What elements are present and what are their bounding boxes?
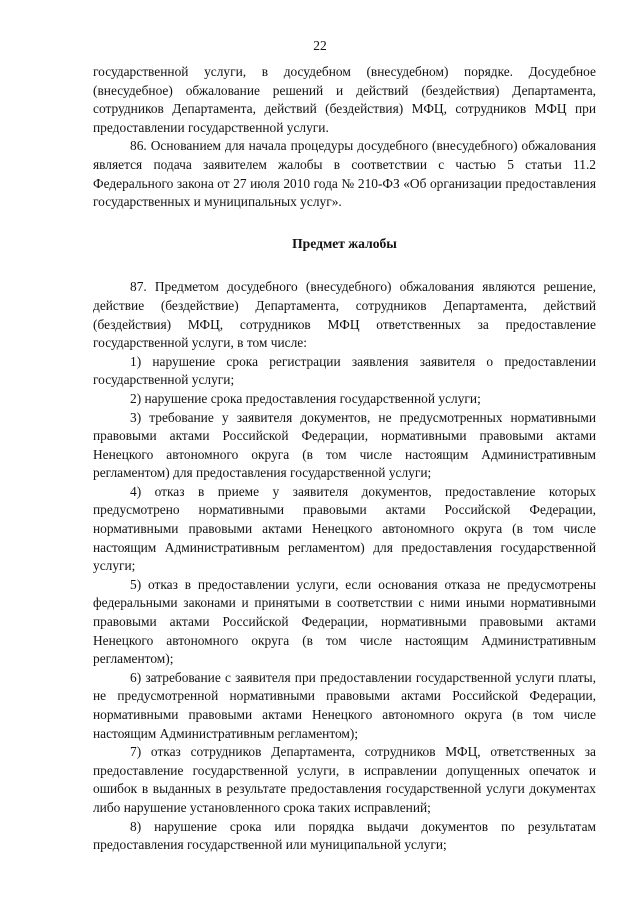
list-item-4: 4) отказ в приеме у заявителя документов, предоставление которых предусмотрено нормативными правовыми актами Российской Федерации, нормативными правовыми актами Ненецкого автономного округа (в том числе настоящим Административным регламентом) для предоставления государственной услуги; bbox=[93, 483, 596, 574]
paragraph-87: 87. Предметом досудебного (внесудебного) обжалования являются решение, действие (бездействие) Департамента, сотрудников Департамента, действий (бездействия) МФЦ, сотрудников МФЦ ответственных за предоставление государственной услуги, в том числе: bbox=[93, 279, 596, 351]
document-body bbox=[93, 63, 596, 855]
page-number: 22 bbox=[313, 38, 327, 53]
list-item-1: 1) нарушение срока регистрации заявления заявителя о предоставлении государственной услуги; bbox=[93, 353, 596, 388]
section-heading: Предмет жалобы bbox=[292, 235, 397, 251]
list-item-6: 6) затребование с заявителя при предоставлении государственной услуги платы, не предусмотренной нормативными правовыми актами Российской Федерации, нормативными правовыми актами Ненецкого автономного округа (в том числе настоящим Административным регламентом); bbox=[93, 669, 596, 741]
paragraph-continuation: государственной услуги, в досудебном (внесудебном) порядке. Досудебное (внесудебное) обжалование решений и действий (бездействия) Департамента, сотрудников Департамента, действий (бездействия) МФЦ, сотрудников МФЦ при предоставлении государственной услуги. bbox=[93, 64, 596, 135]
list-item-8: 8) нарушение срока или порядка выдачи документов по результатам предоставления государственной или муниципальной услуги; bbox=[93, 818, 596, 853]
list-item-3: 3) требование у заявителя документов, не предусмотренных нормативными правовыми актами Российской Федерации, нормативными правовыми актами Ненецкого автономного округа (в том числе настоящим Административным регламентом) для предоставления государственной услуги; bbox=[93, 409, 596, 481]
list-item-7: 7) отказ сотрудников Департамента, сотрудников МФЦ, ответственных за предоставление государственной услуги, в исправлении допущенных опечаток и ошибок в выданных в результате предоставления государственной услуги документах либо нарушение установленного срока таких исправлений; bbox=[93, 744, 596, 815]
paragraph-86: 86. Основанием для начала процедуры досудебного (внесудебного) обжалования является подача заявителем жалобы в соответствии с частью 5 статьи 11.2 Федерального закона от 27 июля 2010 года № 210-ФЗ «Об организации предоставления государственных и муниципальных услуг». bbox=[93, 138, 596, 210]
list-item-2: 2) нарушение срока предоставления государственной услуги; bbox=[130, 390, 481, 406]
list-item-5: 5) отказ в предоставлении услуги, если основания отказа не предусмотрены федеральными законами и принятыми в соответствии с ними иными нормативными правовыми актами Российской Федерации, нормативными правовыми актами Ненецкого автономного округа (в том числе настоящим Административным регламентом); bbox=[93, 576, 596, 667]
